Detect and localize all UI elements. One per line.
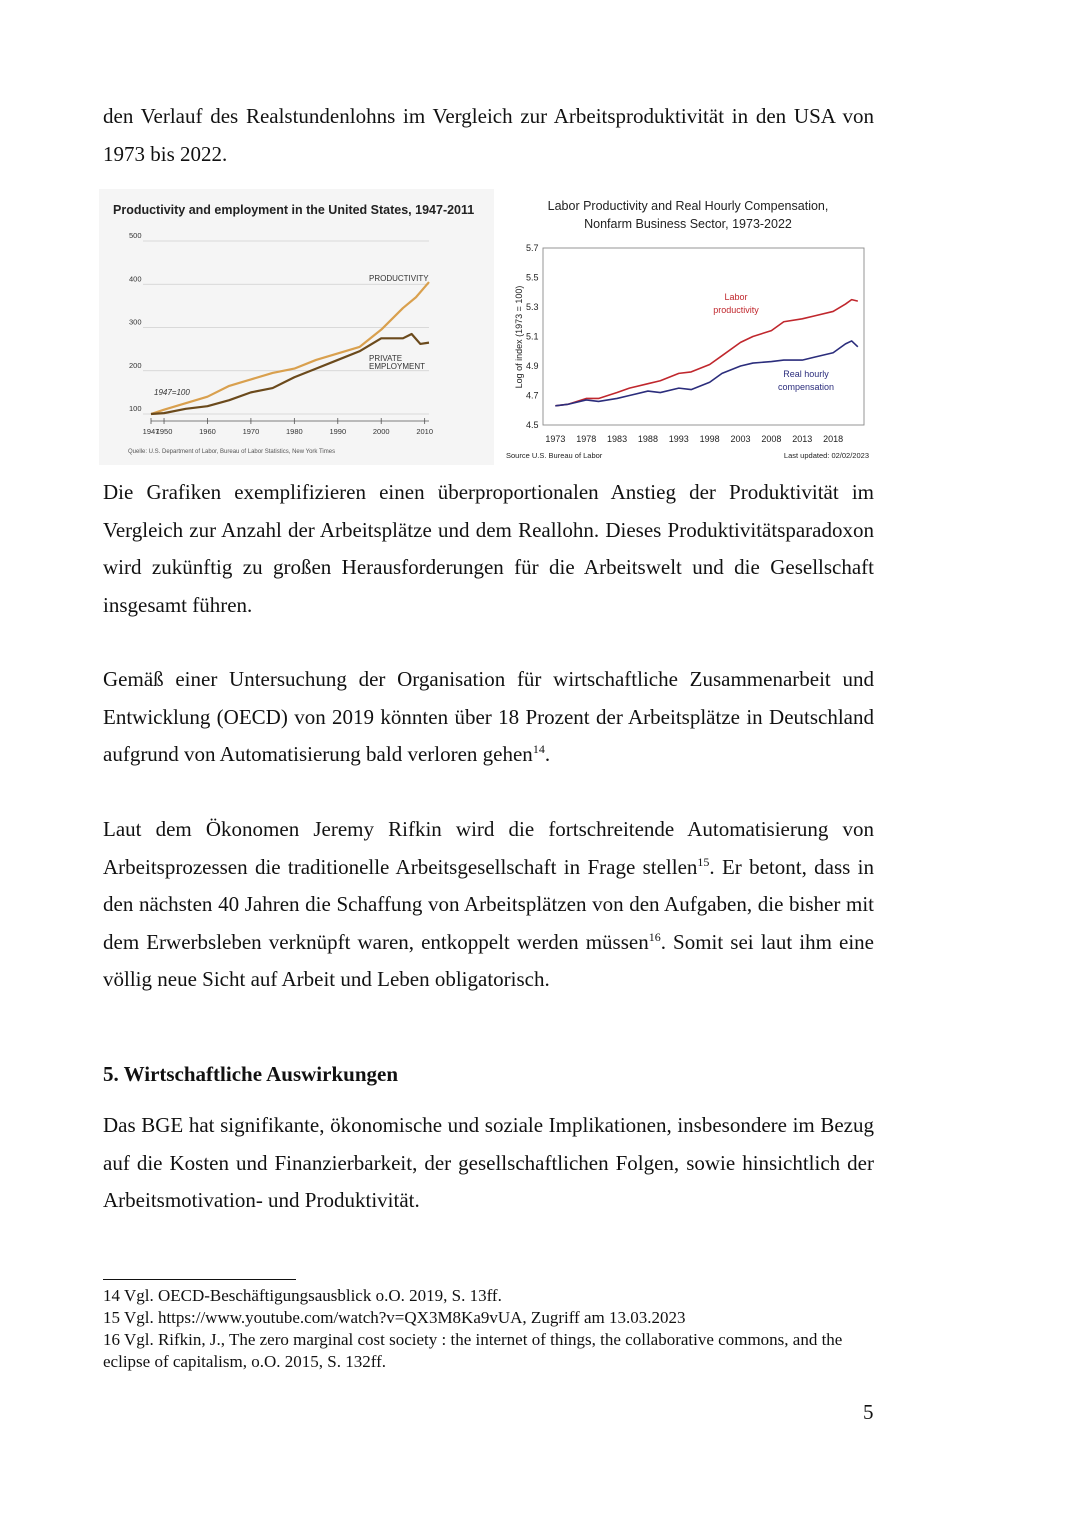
chart1-productivity-line <box>151 282 429 414</box>
chart2-x-tick-label: 2008 <box>761 434 782 444</box>
chart1-x-tick-label: 1970 <box>242 427 260 436</box>
chart2-last-updated: Last updated: 02/02/2023 <box>783 451 869 460</box>
chart2-compensation-label-line1: Real hourly <box>783 369 829 379</box>
chart2-x-tick-label: 1983 <box>607 434 628 444</box>
chart2-x-tick-label: 1988 <box>637 434 658 444</box>
chart1-x-tick-label: 2010 <box>416 427 433 436</box>
footnote-divider <box>103 1279 296 1280</box>
paragraph-rifkin-part1: Laut dem Ökonomen Jeremy Rifkin wird die fortschreitende Automatisierung von Arbeitsprozessen die traditionelle Arbeitsgesellschaft in Frage stellen <box>103 817 874 879</box>
chart1-y-tick-label: 500 <box>129 231 142 240</box>
paragraph-bge: Das BGE hat signifikante, ökonomische und soziale Implikationen, insbesondere im Bezug auf die Kosten und Finanzierbarkeit, der gesellschaftlichen Folgen, sowie hinsichtlich der Arbeitsmotivation- und Produktivität. <box>103 1113 874 1213</box>
chart1-title: Productivity and employment in the United States, 1947-2011 <box>113 203 475 217</box>
chart2-productivity-label-line2: productivity <box>713 305 759 315</box>
chart2-y-tick-label: 4.5 <box>526 420 539 430</box>
chart2-x-tick-label: 2018 <box>823 434 844 444</box>
chart2-compensation-label-line2: compensation <box>777 382 835 392</box>
intro-paragraph: den Verlauf des Realstundenlohns im Vergleich zur Arbeitsproduktivität in den USA von 1973 bis 2022. <box>103 104 874 166</box>
footnote-15: 15 Vgl. https://www.youtube.com/watch?v=QX3M8Ka9vUA, Zugriff am 13.03.2023 <box>103 1308 686 1327</box>
chart1-employment-label-line2: EMPLOYMENT <box>369 362 426 371</box>
chart1-x-tick-label: 1980 <box>286 427 303 436</box>
page-number: 5 <box>863 1400 874 1424</box>
chart2-x-tick-label: 1993 <box>668 434 689 444</box>
chart1-svg <box>99 189 494 465</box>
chart2-y-tick-label: 4.9 <box>526 361 539 371</box>
chart2-y-tick-label: 4.7 <box>526 390 539 401</box>
footnote-ref-16: 16 <box>648 929 661 944</box>
chart1-x-tick-label: 2000 <box>372 427 390 436</box>
paragraph-oecd: Gemäß einer Untersuchung der Organisation für wirtschaftliche Zusammenarbeit und Entwicklung (OECD) von 2019 könnten über 18 Prozent der Arbeitsplätze in Deutschland aufgrund von Automatisierung bald verloren gehen$^{14}$. <box>103 667 874 767</box>
chart2-title-line1: Labor Productivity and Real Hourly Compensation, <box>547 199 829 213</box>
paragraph-rifkin-part3: . Somit sei laut ihm eine völlig neue Sicht auf Arbeit und Leben obligatorisch. <box>103 929 874 992</box>
chart1-x-tick-label: 1990 <box>329 427 347 436</box>
chart1-productivity-label: PRODUCTIVITY <box>369 274 429 283</box>
chart2-svg <box>500 189 878 465</box>
section-heading: 5. Wirtschaftliche Auswirkungen <box>103 1062 399 1086</box>
chart2-y-tick-label: 5.7 <box>526 243 539 253</box>
chart2-y-axis-label: Log of index (1973 = 100) <box>514 285 524 389</box>
chart2-y-tick-label: 5.3 <box>526 302 539 312</box>
chart1-source: Quelle: U.S. Department of Labor, Bureau of Labor Statistics, New York Times <box>128 449 336 455</box>
chart1-index-annotation: 1947=100 <box>154 388 190 397</box>
chart2-x-tick-label: 1998 <box>699 434 720 444</box>
footnote-ref-15: 15 <box>697 854 710 869</box>
chart1-x-tick-label: 1947 <box>142 427 160 436</box>
chart2-title-line2: Nonfarm Business Sector, 1973-2022 <box>584 217 792 231</box>
chart2-y-tick-label: 5.1 <box>526 331 539 342</box>
chart2-productivity-label-line1: Labor <box>724 292 748 302</box>
footnote-ref-14: 14 <box>532 742 545 757</box>
paragraph-rifkin <box>103 811 874 999</box>
chart2-x-tick-label: 2003 <box>730 434 751 444</box>
chart2-y-tick-label: 5.5 <box>526 272 539 283</box>
chart1-y-tick-label: 400 <box>129 274 142 284</box>
chart1-employment-label-line1: PRIVATE <box>369 354 403 363</box>
chart-labor-productivity-compensation <box>500 189 878 465</box>
paragraph-oecd-text: Gemäß einer Untersuchung der Organisation für wirtschaftliche Zusammenarbeit und Entwicklung (OECD) von 2019 könnten über 18 Prozent der Arbeitsplätze in Deutschland aufgrund von Automatisierung bald verloren gehen <box>103 667 874 767</box>
chart1-x-tick-label: 1960 <box>199 427 216 436</box>
paragraph-graphs: Die Grafiken exemplifizieren einen überproportionalen Anstieg der Produktivität im Vergleich zur Anzahl der Arbeitsplätze und dem Reallohn. Dieses Produktivitätsparadoxon wird zukünftig zu großen Herausforderungen für die Arbeitswelt und die Gesellschaft insgesamt führen. <box>103 480 874 617</box>
footnote-16: 16 Vgl. Rifkin, J., The zero marginal cost society : the internet of things, the collaborative commons, and the eclipse of capitalism, o.O. 2015, S. 132ff. <box>103 1330 843 1371</box>
paragraph-rifkin-part2: . Er betont, dass in den nächsten 40 Jahren die Schaffung von Arbeitsplätzen von den Aufgaben, die bisher mit dem Erwerbsleben verknüpft waren, entkoppelt werden müssen <box>103 854 874 954</box>
chart2-x-tick-label: 1978 <box>576 434 597 444</box>
chart1-y-tick-label: 200 <box>129 360 142 370</box>
footnotes <box>103 1285 874 1373</box>
chart1-x-tick-label: 1950 <box>155 427 173 436</box>
chart2-x-tick-label: 2013 <box>792 434 813 444</box>
chart1-y-tick-label: 100 <box>129 404 142 413</box>
footnote-14: 14 Vgl. OECD-Beschäftigungsausblick o.O. 2019, S. 13ff. <box>103 1286 502 1305</box>
chart2-x-tick-label: 1973 <box>545 434 566 444</box>
chart-productivity-employment <box>99 189 494 465</box>
chart1-y-tick-label: 300 <box>129 317 142 327</box>
chart2-source: Source U.S. Bureau of Labor <box>506 451 603 460</box>
